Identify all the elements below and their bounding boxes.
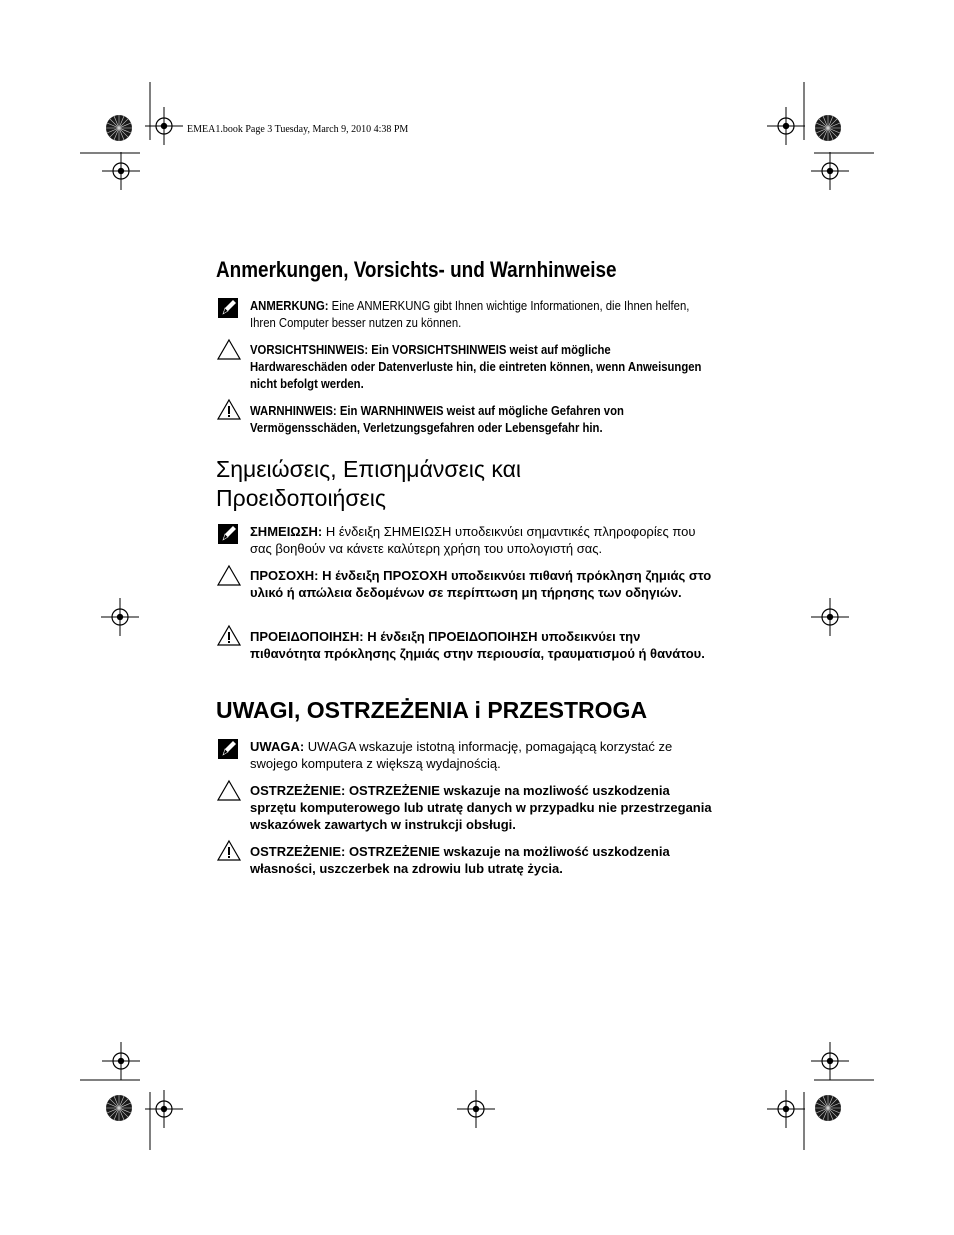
greek-note-label: ΣΗΜΕΙΩΣΗ: <box>250 524 323 539</box>
german-heading: Anmerkungen, Vorsichts- und Warnhinweise <box>216 257 617 282</box>
print-slug: EMEA1.book Page 3 Tuesday, March 9, 2010 4:38 PM <box>187 124 409 135</box>
greek-section <box>216 455 716 513</box>
polish-note-label: UWAGA: <box>250 739 305 754</box>
warning-exclamation-triangle-icon <box>216 839 242 863</box>
greek-warning: ΠΡΟΕΙΔΟΠΟΙΗΣΗ: Η ένδειξη ΠΡΟΕΙΔΟΠΟΙΗΣΗ υποδεικνύει την πιθανότητα πρόκλησης ζημιάς στην περιουσία, τραυματισμού ή θανάτου. <box>250 629 705 661</box>
greek-heading-line2: Προειδοποιήσεις <box>216 485 386 511</box>
polish-caution: OSTRZEŻENIE: OSTRZEŻENIE wskazuje na mozliwość uszkodzenia sprzętu komputerowego lub utratę danych w przypadku nie przestrzegania wskazówek zawartych w instrukcji obsługi. <box>250 783 712 832</box>
caution-triangle-icon <box>216 564 242 588</box>
german-note-label: ANMERKUNG: <box>250 298 329 313</box>
greek-caution: ΠΡΟΣΟΧΗ: Η ένδειξη ΠΡΟΣΟΧΗ υποδεικνύει πιθανή πρόκληση ζημιάς στο υλικό ή απώλεια δεδομένων σε περίπτωση μη τήρησης των οδηγιών. <box>250 568 712 600</box>
pencil-note-icon <box>216 522 242 546</box>
caution-triangle-icon <box>216 338 242 362</box>
polish-note-text: UWAGA wskazuje istotną informację, pomagającą korzystać ze swojego komputera z większą wydajnością. <box>250 739 673 771</box>
german-section <box>216 257 716 283</box>
greek-heading-line1: Σημειώσεις, Επισημάνσεις και <box>216 456 522 482</box>
polish-heading: UWAGI, OSTRZEŻENIA i PRZESTROGA <box>216 697 648 723</box>
german-note-text: Eine ANMERKUNG gibt Ihnen wichtige Informationen, die Ihnen helfen, Ihren Computer besser nutzen zu können. <box>250 298 690 330</box>
caution-triangle-icon <box>216 779 242 803</box>
greek-note-text: Η ένδειξη ΣΗΜΕΙΩΣΗ υποδεικνύει σημαντικές πληροφορίες που σας βοηθούν να κάνετε καλύτερη χρήση του υπολογιστή σας. <box>250 524 696 556</box>
pencil-note-icon <box>216 296 242 320</box>
german-note <box>250 297 711 331</box>
greek-note <box>250 523 712 557</box>
polish-note <box>250 738 712 772</box>
polish-warning: OSTRZEŻENIE: OSTRZEŻENIE wskazuje na możliwość uszkodzenia własności, uszczerbek na zdrowiu lub utratę życia. <box>250 844 670 876</box>
polish-section <box>216 697 716 724</box>
german-warning: WARNHINWEIS: Ein WARNHINWEIS weist auf mögliche Gefahren von Vermögensschäden, Verletzungsgefahren oder Lebensgefahr hin. <box>250 403 624 435</box>
pencil-note-icon <box>216 737 242 761</box>
german-caution: VORSICHTSHINWEIS: Ein VORSICHTSHINWEIS weist auf mögliche Hardwareschäden oder Datenverluste hin, die eintreten können, wenn Anweisungen nicht befolgt werden. <box>250 342 702 391</box>
warning-exclamation-triangle-icon <box>216 624 242 648</box>
greek-heading <box>216 455 716 513</box>
warning-exclamation-triangle-icon <box>216 398 242 422</box>
